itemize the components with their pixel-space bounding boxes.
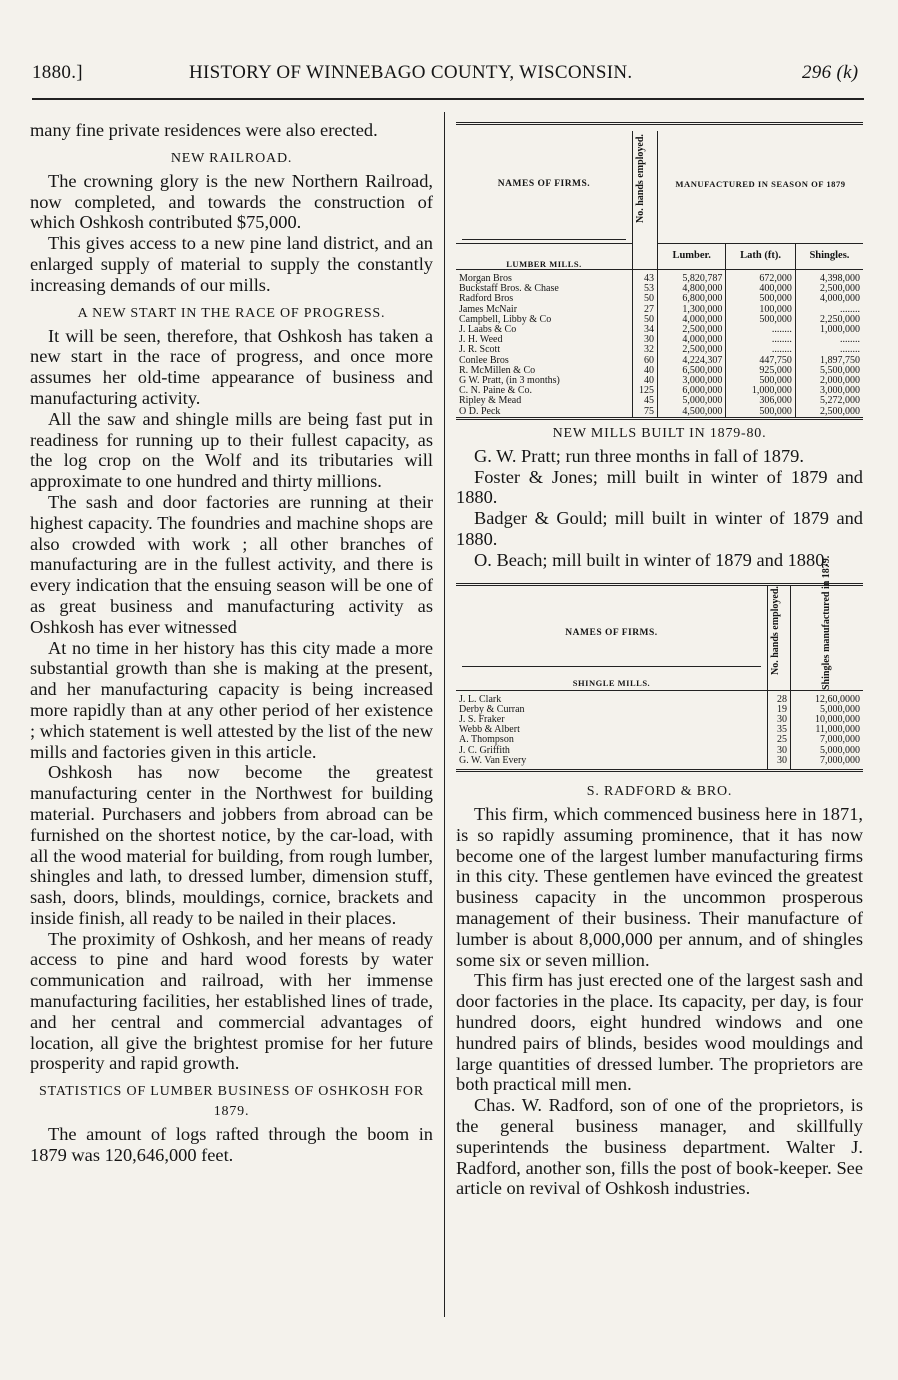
hands-count: 40 <box>633 366 658 376</box>
firm-name: Radford Bros <box>456 294 633 304</box>
hands-count: 25 <box>768 735 791 745</box>
page-number: 296 (k) <box>802 62 859 83</box>
lath-value: 447,750 <box>726 356 796 366</box>
lumber-value: 2,500,000 <box>658 325 726 335</box>
hands-count: 30 <box>768 756 791 769</box>
new-mills-section <box>456 424 863 571</box>
shingle-hands-header: No. hands employed. <box>770 585 781 675</box>
lath-value: ........ <box>726 325 796 335</box>
lumber-value: 4,000,000 <box>658 335 726 345</box>
table-row <box>456 396 863 406</box>
shingles-value: 2,000,000 <box>820 375 860 387</box>
firm-name: Campbell, Libby & Co <box>456 315 633 325</box>
shingles-value: 4,398,000 <box>820 273 860 284</box>
lumber-value: 5,820,787 <box>658 270 726 285</box>
col-lath: Lath (ft). <box>726 244 796 270</box>
firm-name: R. McMillen & Co <box>456 366 633 376</box>
paragraph: It will be seen, therefore, that Oshkosh has taken a new start in the race of progress, and once more assumes her old-time appearance of business and manufacturing activity. <box>30 325 433 408</box>
lumber-value: 6,500,000 <box>658 366 726 376</box>
lath-value: 100,000 <box>726 305 796 315</box>
lath-value: 500,000 <box>726 407 796 417</box>
shingles-value: 12,60,0000 <box>815 693 860 705</box>
paragraph: The proximity of Oshkosh, and her means of ready access to pine and hard wood forests by water communication and railroad, with her immense manufacturing facilities, her established lines of trade, and her central and commercial advantages of location, all give the brightest promise for her future prosperity and rapid growth. <box>30 928 433 1074</box>
paragraph: All the saw and shingle mills are being fast put in readiness for running up to their fullest capacity, as the log crop on the Wolf and its tributaries will approximate to one hundred and thirty millions. <box>30 408 433 492</box>
firm-name: J. S. Fraker <box>456 715 768 725</box>
paragraph: The amount of logs rafted through the boom in 1879 was 120,646,000 feet. <box>30 1124 433 1166</box>
firm-name: A. Thompson <box>456 735 768 745</box>
lumber-value: 5,000,000 <box>658 396 726 406</box>
table-row <box>456 725 863 735</box>
radford-section <box>456 782 863 1199</box>
shingles-value: 11,000,000 <box>815 724 860 736</box>
hands-count: 19 <box>768 705 791 715</box>
shingles-value: 4,000,000 <box>820 293 860 305</box>
lumber-value: 4,500,000 <box>658 407 726 417</box>
lumber-value: 4,224,307 <box>658 356 726 366</box>
shingles-value: ........ <box>840 334 860 346</box>
firm-name: J. H. Weed <box>456 335 633 345</box>
paragraph: Chas. W. Radford, son of one of the proprietors, is the general business manager, and skillfully superintends the business department. Walter J. Radford, another son, fills the post of book-keeper. See article on revival of Oshkosh industries. <box>456 1095 863 1199</box>
firm-name: Ripley & Mead <box>456 396 633 406</box>
section-heading: A NEW START IN THE RACE OF PROGRESS. <box>77 305 386 321</box>
firm-name: Conlee Bros <box>456 356 633 366</box>
table-row <box>456 407 863 417</box>
paragraph: many fine private residences were also erected. <box>30 120 378 140</box>
lumber-sub-header: LUMBER MILLS. <box>506 259 582 269</box>
lath-value: 1,000,000 <box>726 386 796 396</box>
firm-name: J. R. Scott <box>456 345 633 355</box>
table-row <box>456 756 863 769</box>
lumber-value: 1,300,000 <box>658 305 726 315</box>
lumber-value: 2,500,000 <box>658 345 726 355</box>
lath-value: ........ <box>726 345 796 355</box>
lumber-names-header: NAMES OF FIRMS. <box>497 179 591 189</box>
firm-name: G. W. Van Every <box>456 756 768 769</box>
shingles-value: 7,000,000 <box>820 754 860 766</box>
paragraph: Oshkosh has now become the greatest manufacturing center in the Northwest for building material. Purchasers and jobbers from abroad can be furnished on the shortest notice, by the car-load, with all the wood material for building, from rough lumber, shingles and lath, to dressed lumber, dimension stuff, sash, doors, blinds, mouldings, cornice, brackets and inside finish, all ready to be nailed in their places. <box>30 762 433 928</box>
hands-count: 34 <box>633 325 658 335</box>
paragraph: The sash and door factories are running at their highest capacity. The foundries and machine shops are also crowded with work ; all other branches of manufacturing are in the fullest activity, and there is every indication that the ensuing season will be one of as great business and manufacturing activity as Oshkosh has ever witnessed <box>30 491 433 637</box>
shingles-value: 2,250,000 <box>820 313 860 325</box>
col-shingles: Shingles. <box>809 250 850 262</box>
lath-value: 400,000 <box>726 284 796 294</box>
firm-name: C. N. Paine & Co. <box>456 386 633 396</box>
hands-count: 35 <box>768 725 791 735</box>
firm-name: Morgan Bros <box>456 270 633 285</box>
paragraph: The crowning glory is the new Northern Railroad, now completed, and towards the construction of which Oshkosh contributed $75,000. <box>30 170 433 233</box>
lumber-value: 6,800,000 <box>658 294 726 304</box>
table-row <box>456 345 863 355</box>
firm-name: O D. Peck <box>456 407 633 417</box>
table-row <box>456 735 863 745</box>
table-row <box>456 270 863 285</box>
firm-name: G W. Pratt, (in 3 months) <box>456 376 633 386</box>
shingles-value: 1,897,750 <box>820 354 860 366</box>
lumber-value: 6,000,000 <box>658 386 726 396</box>
hands-count: 125 <box>633 386 658 396</box>
column-divider <box>444 112 445 1317</box>
table-row <box>456 690 863 705</box>
right-column <box>456 122 863 1199</box>
paragraph: Badger & Gould; mill built in winter of 1879 and 1880. <box>456 508 863 550</box>
lath-value: 500,000 <box>726 294 796 304</box>
lath-value: 672,000 <box>726 270 796 285</box>
paragraph: This gives access to a new pine land district, and an enlarged supply of material to supply the constantly increasing demands of our mills. <box>30 233 433 295</box>
table-row <box>456 325 863 335</box>
hands-count: 30 <box>633 335 658 345</box>
hands-count: 43 <box>633 270 658 285</box>
table-row <box>456 705 863 715</box>
section-heading: S. RADFORD & BRO. <box>586 784 733 800</box>
firm-name: Buckstaff Bros. & Chase <box>456 284 633 294</box>
lumber-value: 4,800,000 <box>658 284 726 294</box>
shingles-value: 3,000,000 <box>820 385 860 397</box>
lath-value: ........ <box>726 335 796 345</box>
firm-name: James McNair <box>456 305 633 315</box>
shingles-value: 5,000,000 <box>820 744 860 756</box>
hands-count: 30 <box>768 715 791 725</box>
hands-count: 50 <box>633 315 658 325</box>
shingle-names-header: NAMES OF FIRMS. <box>565 627 658 638</box>
lumber-value: 3,000,000 <box>658 376 726 386</box>
section-heading: STATISTICS OF LUMBER BUSINESS OF OSHKOSH FOR 1879. <box>39 1084 424 1120</box>
shingles-value: 2,500,000 <box>820 283 860 295</box>
page-title: HISTORY OF WINNEBAGO COUNTY, WISCONSIN. <box>189 62 633 83</box>
section-heading: NEW MILLS BUILT IN 1879-80. <box>552 425 767 441</box>
lumber-mills-table <box>456 122 863 420</box>
hands-count: 50 <box>633 294 658 304</box>
shingle-sub-header: SHINGLE MILLS. <box>572 677 651 688</box>
col-lumber: Lumber. <box>658 244 726 270</box>
hands-count: 32 <box>633 345 658 355</box>
hands-count: 30 <box>768 746 791 756</box>
header-rule <box>32 98 864 100</box>
lath-value: 925,000 <box>726 366 796 376</box>
firm-name: J. Laabs & Co <box>456 325 633 335</box>
shingles-value: ........ <box>840 303 860 315</box>
shingles-value: 1,000,000 <box>820 324 860 336</box>
lumber-mfg-header: MANUFACTURED IN SEASON OF 1879 <box>675 179 846 189</box>
firm-name: Derby & Curran <box>456 705 768 715</box>
shingles-value: 10,000,000 <box>815 714 860 726</box>
shingles-value: ........ <box>840 344 860 356</box>
paragraph: This firm has just erected one of the largest sash and door factories in the place. Its capacity, per day, is four hundred doors, eight hundred windows and one hundred pairs of blinds, besides wood mouldings and large quantities of dressed lumber. The proprietors are both practical mill men. <box>456 970 863 1095</box>
shingles-value: 5,500,000 <box>820 364 860 376</box>
lath-value: 306,000 <box>726 396 796 406</box>
hands-count: 28 <box>768 690 791 705</box>
lath-value: 500,000 <box>726 376 796 386</box>
paragraph: This firm, which commenced business here in 1871, is so rapidly assuming prominence, that it has now become one of the largest lumber manufacturing firms in this city. These gentlemen have evinced the greatest business capacity in the uncommon prosperous management of their business. Their manufacture of lumber is about 8,000,000 per annum, and of shingles some six or seven million. <box>456 804 863 970</box>
lumber-value: 4,000,000 <box>658 315 726 325</box>
table-row <box>456 335 863 345</box>
firm-name: J. C. Griffith <box>456 746 768 756</box>
table-row <box>456 294 863 304</box>
left-column <box>30 120 433 1166</box>
paragraph: At no time in her history has this city made a more substantial growth than she is making at the present, and her manufacturing capacity is being increased more rapidly than at any other period of her existence ; which statement is well attested by the list of the new mills and factories given in this article. <box>30 637 433 762</box>
table-row <box>456 315 863 325</box>
shingles-value: 5,272,000 <box>820 395 860 407</box>
hands-count: 27 <box>633 305 658 315</box>
shingles-value: 2,500,000 <box>820 405 860 417</box>
hands-count: 53 <box>633 284 658 294</box>
shingles-value: 7,000,000 <box>820 734 860 746</box>
hands-count: 40 <box>633 376 658 386</box>
shingles-value: 5,000,000 <box>820 703 860 715</box>
lumber-hands-header: No. hands employed. <box>635 134 646 223</box>
paragraph: O. Beach; mill built in winter of 1879 and 1880. <box>474 549 829 570</box>
lath-value: 500,000 <box>726 315 796 325</box>
firm-name: J. L. Clark <box>456 690 768 705</box>
paragraph: Foster & Jones; mill built in winter of 1879 and 1880. <box>456 466 863 508</box>
hands-count: 60 <box>633 356 658 366</box>
paragraph: G. W. Pratt; run three months in fall of 1879. <box>474 445 804 466</box>
section-heading: NEW RAILROAD. <box>170 150 293 166</box>
shingle-mfg-header: Shingles manufactured in 1879. <box>820 555 832 690</box>
hands-count: 75 <box>633 407 658 417</box>
header-bracket: 1880.] <box>32 62 83 83</box>
firm-name: Webb & Albert <box>456 725 768 735</box>
hands-count: 45 <box>633 396 658 406</box>
table-row <box>456 284 863 294</box>
